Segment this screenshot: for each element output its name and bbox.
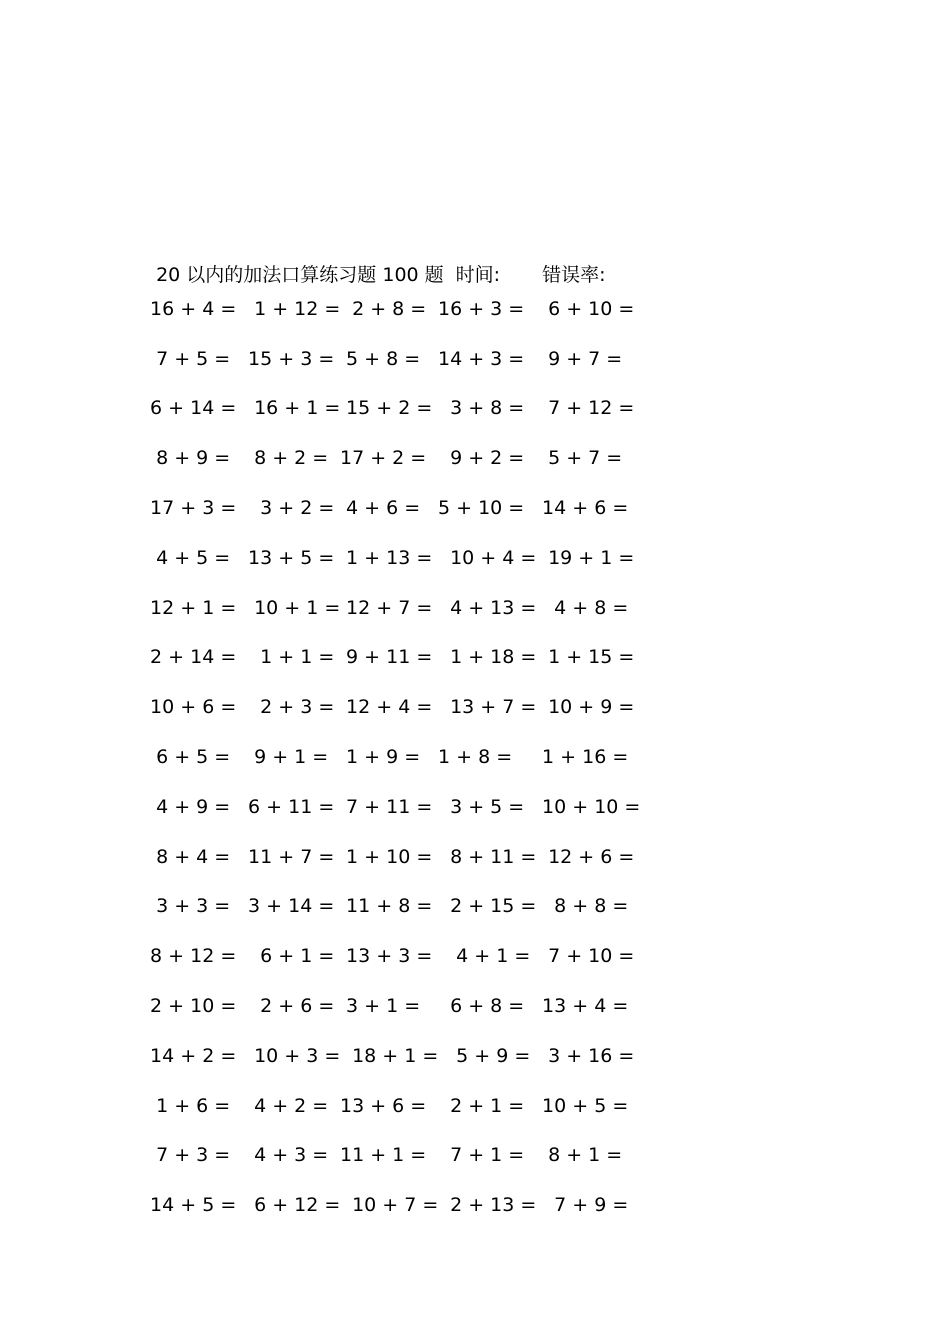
problem: 4 + 9 =: [144, 795, 231, 818]
problem: 2 + 8 =: [340, 297, 427, 320]
problem: 9 + 11 =: [340, 646, 433, 669]
problem: 11 + 1 =: [340, 1144, 427, 1167]
problem: 5 + 10 =: [438, 497, 525, 520]
problem: 12 + 1 =: [144, 596, 237, 619]
problem-row: [144, 1081, 644, 1131]
problem: 1 + 1 =: [242, 646, 335, 669]
problem: 12 + 7 =: [340, 596, 433, 619]
problem-row: [144, 483, 644, 533]
problem: 2 + 15 =: [438, 895, 537, 918]
problem: 2 + 14 =: [144, 646, 237, 669]
problem: 10 + 6 =: [144, 696, 237, 719]
problem: 16 + 3 =: [438, 297, 525, 320]
problem: 4 + 6 =: [340, 497, 421, 520]
problem: 1 + 6 =: [144, 1094, 231, 1117]
problem: 11 + 7 =: [242, 845, 335, 868]
problem: 14 + 5 =: [144, 1194, 237, 1217]
problem: 8 + 9 =: [144, 447, 231, 470]
problem: 13 + 3 =: [340, 945, 433, 968]
problem: 6 + 10 =: [536, 297, 635, 320]
problem: 10 + 1 =: [242, 596, 341, 619]
problem: 6 + 1 =: [242, 945, 335, 968]
worksheet-title: 20 以内的加法口算练习题 100 题: [156, 264, 444, 286]
problem-row: [144, 682, 644, 732]
problem: 10 + 7 =: [340, 1194, 439, 1217]
problem: 5 + 8 =: [340, 347, 421, 370]
problem: 8 + 1 =: [536, 1144, 623, 1167]
problem: 3 + 1 =: [340, 995, 421, 1018]
problem: 1 + 15 =: [536, 646, 635, 669]
problem-grid: [144, 284, 644, 1230]
problem-row: [144, 284, 644, 334]
problem: 7 + 12 =: [536, 397, 635, 420]
problem: 1 + 9 =: [340, 746, 421, 769]
problem: 16 + 1 =: [242, 397, 341, 420]
problem: 1 + 10 =: [340, 845, 433, 868]
problem: 19 + 1 =: [536, 546, 635, 569]
problem: 2 + 1 =: [438, 1094, 525, 1117]
problem: 14 + 3 =: [438, 347, 525, 370]
problem-row: [144, 433, 644, 483]
problem: 4 + 13 =: [438, 596, 537, 619]
problem: 15 + 3 =: [242, 347, 335, 370]
problem-row: [144, 334, 644, 384]
problem: 3 + 2 =: [242, 497, 335, 520]
problem: 2 + 13 =: [438, 1194, 537, 1217]
problem-row: [144, 1180, 644, 1230]
error-rate-label: 错误率:: [542, 264, 606, 286]
problem-row: [144, 931, 644, 981]
problem: 10 + 10 =: [536, 795, 641, 818]
problem: 2 + 10 =: [144, 995, 237, 1018]
problem: 6 + 11 =: [242, 795, 335, 818]
time-label: 时间:: [455, 264, 501, 286]
problem: 12 + 4 =: [340, 696, 433, 719]
worksheet-header: [144, 236, 605, 288]
problem: 9 + 1 =: [242, 746, 329, 769]
problem-row: [144, 633, 644, 683]
problem: 10 + 4 =: [438, 546, 537, 569]
problem: 10 + 5 =: [536, 1094, 629, 1117]
problem-row: [144, 981, 644, 1031]
problem: 2 + 3 =: [242, 696, 335, 719]
problem: 3 + 8 =: [438, 397, 525, 420]
problem: 4 + 2 =: [242, 1094, 329, 1117]
problem: 1 + 8 =: [438, 746, 513, 769]
problem: 7 + 11 =: [340, 795, 433, 818]
problem: 3 + 5 =: [438, 795, 525, 818]
problem: 13 + 4 =: [536, 995, 629, 1018]
problem: 12 + 6 =: [536, 845, 635, 868]
problem: 1 + 16 =: [536, 746, 629, 769]
problem-row: [144, 732, 644, 782]
problem: 14 + 2 =: [144, 1044, 237, 1067]
problem: 1 + 12 =: [242, 297, 341, 320]
problem: 6 + 14 =: [144, 397, 237, 420]
problem: 3 + 3 =: [144, 895, 231, 918]
problem: 4 + 8 =: [536, 596, 629, 619]
problem-row: [144, 882, 644, 932]
problem: 5 + 7 =: [536, 447, 623, 470]
problem: 3 + 16 =: [536, 1044, 635, 1067]
problem: 4 + 1 =: [438, 945, 531, 968]
problem: 16 + 4 =: [144, 297, 237, 320]
problem-row: [144, 782, 644, 832]
problem: 8 + 12 =: [144, 945, 237, 968]
problem: 9 + 7 =: [536, 347, 623, 370]
problem: 7 + 5 =: [144, 347, 231, 370]
problem: 6 + 5 =: [144, 746, 231, 769]
problem-row: [144, 1031, 644, 1081]
problem: 8 + 8 =: [536, 895, 629, 918]
problem: 8 + 11 =: [438, 845, 537, 868]
problem: 17 + 2 =: [340, 447, 427, 470]
problem: 1 + 13 =: [340, 546, 433, 569]
problem: 17 + 3 =: [144, 497, 237, 520]
problem: 7 + 1 =: [438, 1144, 525, 1167]
problem: 4 + 3 =: [242, 1144, 329, 1167]
problem: 14 + 6 =: [536, 497, 629, 520]
problem: 6 + 8 =: [438, 995, 525, 1018]
problem: 2 + 6 =: [242, 995, 335, 1018]
problem-row: [144, 583, 644, 633]
problem: 9 + 2 =: [438, 447, 525, 470]
problem: 8 + 4 =: [144, 845, 231, 868]
problem: 5 + 9 =: [438, 1044, 531, 1067]
problem: 7 + 10 =: [536, 945, 635, 968]
problem-row: [144, 384, 644, 434]
problem: 15 + 2 =: [340, 397, 433, 420]
problem-row: [144, 1131, 644, 1181]
problem: 10 + 9 =: [536, 696, 635, 719]
problem-row: [144, 533, 644, 583]
problem: 7 + 3 =: [144, 1144, 231, 1167]
problem: 1 + 18 =: [438, 646, 537, 669]
problem: 8 + 2 =: [242, 447, 329, 470]
problem-row: [144, 832, 644, 882]
problem: 13 + 7 =: [438, 696, 537, 719]
problem: 10 + 3 =: [242, 1044, 341, 1067]
problem: 4 + 5 =: [144, 546, 231, 569]
problem: 11 + 8 =: [340, 895, 433, 918]
problem: 18 + 1 =: [340, 1044, 439, 1067]
problem: 7 + 9 =: [536, 1194, 629, 1217]
problem: 13 + 5 =: [242, 546, 335, 569]
problem: 3 + 14 =: [242, 895, 335, 918]
problem: 6 + 12 =: [242, 1194, 341, 1217]
problem: 13 + 6 =: [340, 1094, 427, 1117]
